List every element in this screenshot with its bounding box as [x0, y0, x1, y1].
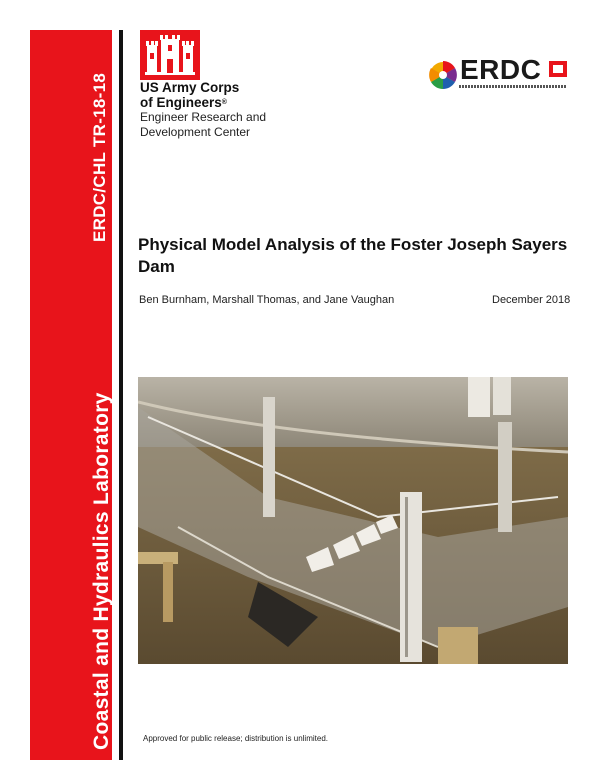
- report-date: December 2018: [492, 294, 571, 306]
- erdc-tagline-rule: [459, 85, 567, 88]
- distribution-statement: Approved for public release; distribution is unlimited.: [143, 734, 328, 743]
- usace-line-1: US Army Corps: [140, 80, 240, 95]
- report-title: Physical Model Analysis of the Foster Joseph Sayers Dam: [138, 235, 568, 276]
- castle-icon: [140, 30, 200, 80]
- report-number: ERDC/CHL TR-18-18: [90, 72, 109, 242]
- erdc-wordmark: ERDC: [460, 54, 542, 85]
- report-authors: Ben Burnham, Marshall Thomas, and Jane Vaughan: [139, 294, 395, 306]
- laboratory-name: Coastal and Hydraulics Laboratory: [90, 392, 113, 750]
- cover-photo: [138, 377, 568, 664]
- erdc-full-name-line-2: Development Center: [140, 125, 251, 139]
- usace-line-2: of Engineers: [140, 95, 222, 110]
- erdc-full-name-line-1: Engineer Research and: [140, 110, 267, 124]
- red-sidebar: [30, 30, 112, 760]
- vertical-divider: [119, 30, 123, 760]
- registered-mark: ®: [221, 99, 227, 106]
- usace-wordmark: [140, 80, 266, 140]
